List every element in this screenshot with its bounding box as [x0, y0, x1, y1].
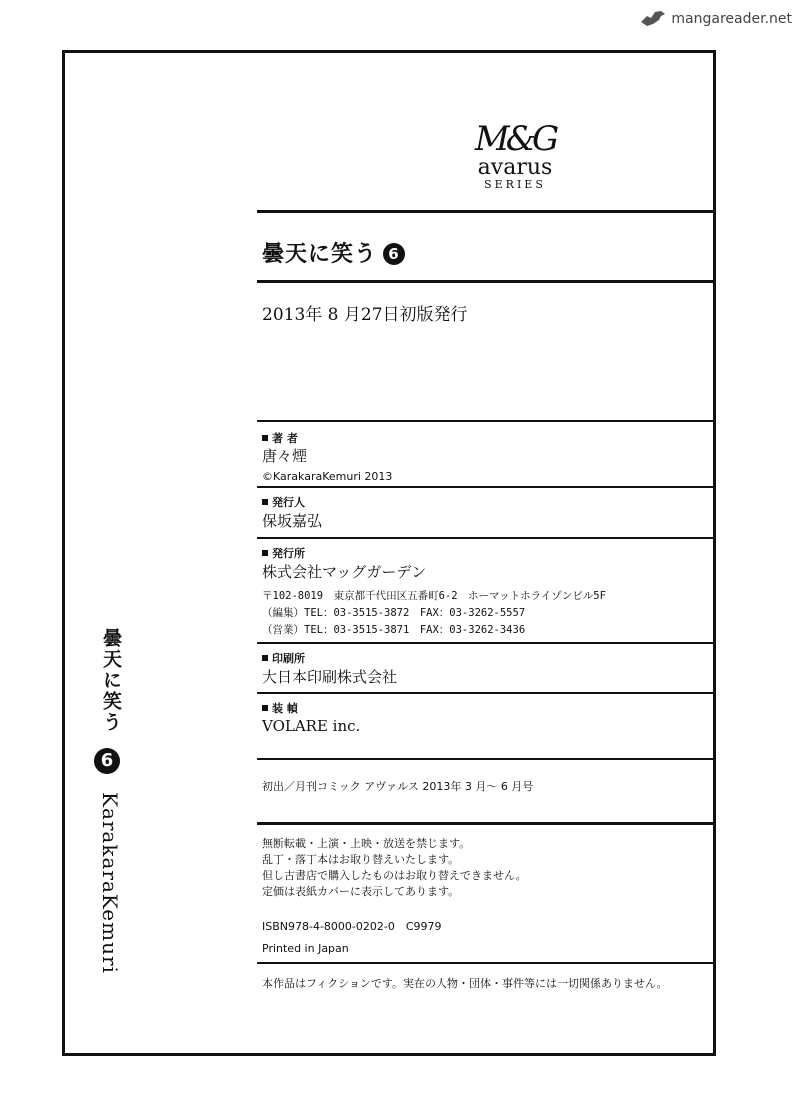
divider [257, 962, 715, 964]
editorial-contact: （編集）TEL：03-3515-3872 FAX：03-3262-5557 [262, 607, 526, 619]
spine-title: 曇天に笑う [100, 628, 122, 733]
logo-mark: M&G [474, 119, 556, 159]
notice-1: 無断転載・上演・上映・放送を禁じます。 [262, 837, 471, 850]
spine-volume: 6 [94, 748, 120, 774]
design-label: 装 幀 [262, 700, 298, 716]
colophon-frame [62, 50, 716, 1056]
notice-2: 乱丁・落丁本はお取り替えいたします。 [262, 853, 460, 866]
notice-3: 但し古書店で購入したものはお取り替えできません。 [262, 869, 527, 882]
divider [257, 642, 715, 644]
author-label: 著 者 [262, 430, 298, 446]
horse-logo-icon [639, 8, 667, 30]
publisher-logo [470, 120, 560, 206]
watermark [639, 6, 792, 32]
divider [257, 822, 715, 825]
divider [257, 758, 715, 760]
sales-contact: （営業）TEL：03-3515-3871 FAX：03-3262-3436 [262, 624, 526, 636]
publisher-name: 株式会社マッグガーデン [262, 563, 427, 581]
logo-line2: SERIES [484, 178, 546, 191]
publisher-address: 〒102-8019 東京都千代田区五番町6-2 ホーマットホライゾンビル5F [262, 590, 606, 602]
printer-name: 大日本印刷株式会社 [262, 668, 398, 686]
first-published: 初出／月刊コミック アヴァルス 2013年 3 月～ 6 月号 [262, 780, 534, 793]
publisher-person-label: 発行人 [262, 494, 305, 510]
spine-author: KarakaraKemuri [98, 792, 122, 974]
edition-date: 2013年 8 月27日初版発行 [262, 305, 468, 325]
printed-in: Printed in Japan [262, 942, 349, 955]
book-title-text: 曇天に笑う [262, 242, 378, 267]
book-title [262, 237, 405, 268]
design-name: VOLARE inc. [262, 717, 361, 735]
divider [257, 692, 715, 694]
author-name: 唐々煙 [262, 447, 308, 465]
isbn: ISBN978-4-8000-0202-0 C9979 [262, 920, 442, 933]
fiction-note: 本作品はフィクションです。実在の人物・団体・事件等には一切関係ありません。 [262, 977, 668, 990]
watermark-text: mangareader.net [671, 11, 792, 27]
logo-line1: avarus [477, 155, 553, 180]
divider [257, 280, 715, 283]
divider [257, 420, 715, 422]
notice-4: 定価は表紙カバーに表示してあります。 [262, 885, 460, 898]
divider [257, 537, 715, 539]
divider [257, 486, 715, 488]
publisher-person-name: 保坂嘉弘 [262, 512, 323, 530]
printer-label: 印刷所 [262, 650, 305, 666]
copyright: ©KarakaraKemuri 2013 [262, 470, 393, 483]
volume-badge: 6 [383, 243, 405, 265]
divider [257, 210, 715, 213]
publisher-label: 発行所 [262, 545, 305, 561]
